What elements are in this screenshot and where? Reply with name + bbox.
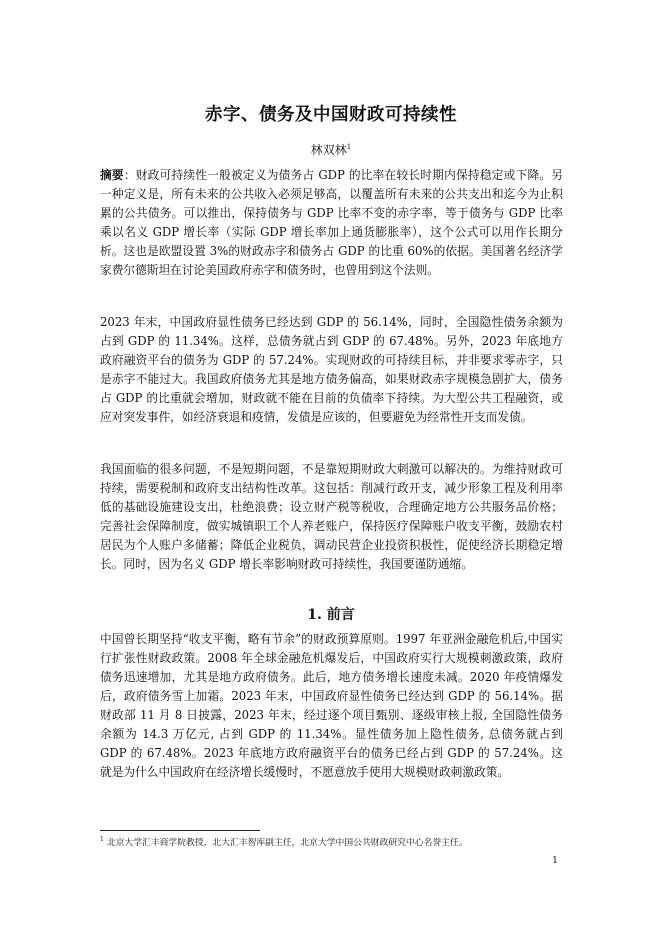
author-line	[0, 141, 662, 158]
abstract-label: 摘要	[100, 168, 124, 182]
author-name: 林双林	[310, 143, 347, 157]
author-footnote-mark: 1	[346, 143, 352, 151]
body-paragraph-1: 2023 年末，中国政府显性债务已经达到 GDP 的 56.14%，同时，全国隐性债务余额为占到 GDP 的 11.34%。这样，总债务就占到 GDP 的 67.48%。另外，2023 年底地方政府融资平台的债务为 GDP 的 57.24%。实现财政的可持续目标，并非要求零赤字，只是赤字不能过大。我国政府债务尤其是地方债务偏高，如果财政赤字规模急剧扩大，债务占 GDP 的比重就会增加，财政就不能在目前的负债率下持续。为大型公共工程融资，或应对突发事件，如经济衰退和疫情，发债是应该的，但要避免为经常性开支而发债。	[100, 315, 563, 424]
footnote-text: 北京大学汇丰商学院教授，北大汇丰智库副主任，北京大学中国公共财政研究中心名誉主任。	[106, 838, 468, 848]
section-heading-introduction: 1. 前言	[307, 607, 355, 623]
abstract	[100, 166, 563, 280]
paper-title: 赤字、债务及中国财政可持续性	[205, 105, 457, 125]
abstract-text: ：财政可持续性一般被定义为债务占 GDP 的比率在较长时期内保持稳定或下降。另一种定义是，所有未来的公共收入必须足够高，以覆盖所有未来的公共支出和迄今为止积累的公共债务。可以推出，保持债务与 GDP 比率不变的赤字率，等于债务与 GDP 比率乘以名义 GDP 增长率（实际 GDP 增长率加上通货膨胀率），这个公式可以用作长期分析。这也是欧盟设置 3%的财政赤字和债务占 GDP 的比重 60%的依据。美国著名经济学家费尔德斯坦在讨论美国政府赤字和债务时，也曾用到这个法则。	[100, 168, 563, 277]
footnote	[100, 837, 570, 849]
footnote-mark: 1	[100, 836, 104, 844]
page-number: 1	[552, 855, 559, 866]
footnote-divider	[100, 830, 260, 831]
body-paragraph-2: 我国面临的很多问题，不是短期问题，不是靠短期财政大刺激可以解决的。为维持财政可持续，需要税制和政府支出结构性改革。这包括：削减行政开支，减少形象工程及利用率低的基础设施建设支出，杜绝浪费；设立财产税等税收，合理确定地方公共服务品价格；完善社会保障制度，做实城镇职工个人养老账户，保持医疗保障账户收支平衡，鼓励农村居民为个人账户多储蓄；降低企业税负，调动民营企业投资积极性，促使经济长期稳定增长。同时，因为名义 GDP 增长率影响财政可持续性，我国要谨防通缩。	[100, 462, 563, 571]
section-paragraph: 中国曾长期坚持“收支平衡，略有节余”的财政预算原则。1997 年亚洲金融危机后,中国实行扩张性财政政策。2008 年全球金融危机爆发后，中国政府实行大规模刺激政策，政府债务迅速增加，尤其是地方政府债务。此后，地方债务增长速度未减。2020 年疫情爆发后，政府债务雪上加霜。2023 年末，中国政府显性债务已经达到 GDP 的 56.14%。据财政部 11 月 8 日披露，2023 年末，经过逐个项目甄别、逐级审核上报, 全国隐性债务余额为 14.3 万亿元, 占到 GDP 的 11.34%。显性债务加上隐性债务, 总债务就占到 GDP 的 67.48%。2023 年底地方政府融资平台的债务已经占到 GDP 的 57.24%。这就是为什么中国政府在经济增长缓慢时，不愿意放手使用大规模财政刺激政策。	[100, 632, 563, 779]
